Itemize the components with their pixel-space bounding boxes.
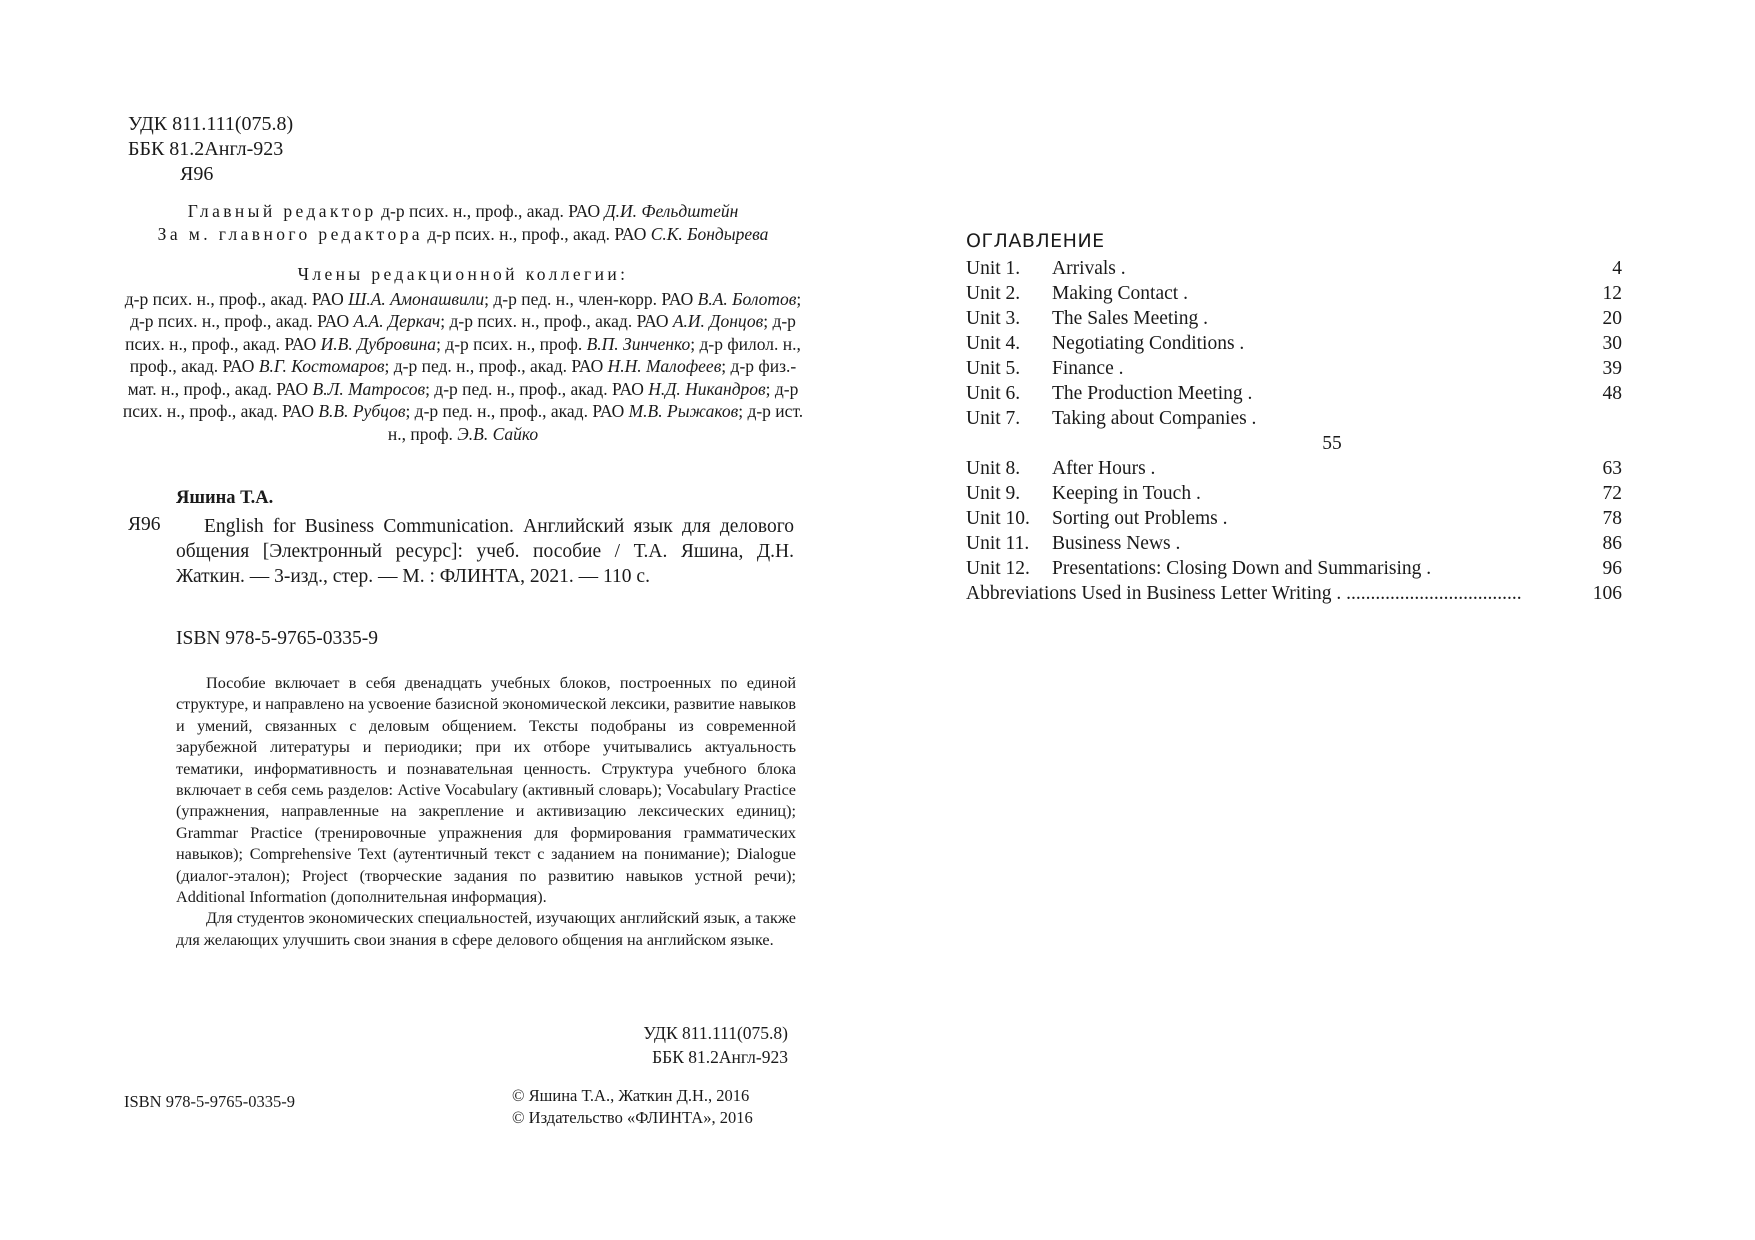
board-member-credentials: ; д-р псих. н., проф., акад. РАО <box>125 311 796 354</box>
toc-unit-title: The Production Meeting . <box>1052 383 1253 404</box>
toc-entry <box>966 381 1622 406</box>
toc-page-number: 106 <box>1592 583 1622 604</box>
toc-unit-title: Finance . <box>1052 358 1124 379</box>
toc-unit-title: After Hours . <box>1052 458 1156 479</box>
board-member-name: А.И. Донцов <box>672 311 764 331</box>
toc-entry <box>966 456 1622 481</box>
board-member-credentials: ; д-р псих. н., проф., акад. РАО <box>440 311 673 331</box>
udk-code-bottom: УДК 811.111(075.8) <box>643 1023 788 1043</box>
copyright-authors: © Яшина Т.А., Жаткин Д.Н., 2016 <box>512 1086 750 1105</box>
classification-codes-bottom <box>560 1022 788 1069</box>
toc-page-number: 96 <box>1602 558 1622 579</box>
bbk-code: ББК 81.2Англ-923 <box>128 138 284 160</box>
toc-unit-title: Keeping in Touch . <box>1052 483 1201 504</box>
toc-page-number: 86 <box>1602 533 1622 554</box>
board-member-credentials: ; д-р ист. н., проф. <box>387 401 804 444</box>
board-member-credentials: ; д-р псих. н., проф., акад. РАО <box>130 288 802 331</box>
toc-entry <box>966 331 1622 356</box>
toc-entry <box>966 356 1622 381</box>
board-member-credentials: ; д-р физ.-мат. н., проф., акад. РАО <box>127 356 797 399</box>
toc-entry <box>966 556 1622 581</box>
board-member-name: В.П. Зинченко <box>586 333 691 354</box>
toc-unit-number: Unit 1. <box>966 258 1021 279</box>
chief-editor-label: Главный редактор <box>187 201 377 221</box>
toc-entry <box>966 281 1622 306</box>
board-member-name: В.А. Болотов <box>697 288 797 309</box>
toc-unit-title: Negotiating Conditions . <box>1052 333 1245 354</box>
board-member-credentials: ; д-р пед. н., член-корр. РАО <box>484 288 698 309</box>
toc-unit-number: Unit 3. <box>966 308 1021 329</box>
board-member-credentials: ; д-р пед. н., проф., акад. РАО <box>405 401 629 421</box>
copyright-publisher: © Издательство «ФЛИНТА», 2016 <box>512 1108 753 1127</box>
bibliographic-text: English for Business Communication. Английский язык для делового общения [Электронный ресурс]: учеб. пособие / Т.А. Яшина, Д.Н. Жаткин. — 3-изд., стер. — М. : ФЛИНТА, 2021. — 110 с. <box>176 516 794 587</box>
annotation-paragraph: Для студентов экономических специальностей, изучающих английский язык, а также для желающих улучшить свои знания в сфере делового общения на английском языке. <box>176 909 796 949</box>
toc-unit-number: Unit 2. <box>966 283 1021 304</box>
toc-page-number: 55 <box>1322 433 1342 454</box>
toc-unit-number: Unit 10. <box>966 508 1030 529</box>
board-member-credentials: д-р псих. н., проф., акад. РАО <box>124 288 349 309</box>
toc-unit-title: Presentations: Closing Down and Summarising . <box>1052 558 1432 579</box>
board-member-name: Ш.А. Амонашвили <box>348 288 485 309</box>
toc-unit-title: The Sales Meeting . <box>1052 308 1208 329</box>
annotation <box>176 673 796 951</box>
contents-heading: ОГЛАВЛЕНИЕ <box>966 230 1105 252</box>
isbn: ISBN 978-5-9765-0335-9 <box>176 628 379 649</box>
deputy-editor-line <box>118 223 808 246</box>
catalog-code: Я96 <box>128 514 161 535</box>
toc-entry <box>966 306 1622 331</box>
toc-page-number: 48 <box>1602 383 1622 404</box>
toc-unit-number: Unit 4. <box>966 333 1021 354</box>
toc-unit-title: Making Contact . <box>1052 283 1188 304</box>
board-members <box>118 288 808 446</box>
udk-code: УДК 811.111(075.8) <box>128 113 294 135</box>
toc-page-number: 78 <box>1602 508 1622 529</box>
bibliographic-record <box>176 514 794 589</box>
board-member-name: Э.В. Сайко <box>457 423 539 444</box>
board-member-credentials: ; д-р филол. н., проф., акад. РАО <box>129 333 801 376</box>
board-member-name: А.А. Деркач <box>353 311 441 331</box>
board-member-credentials: ; д-р пед. н., проф., акад. РАО <box>384 356 608 376</box>
toc-unit-number: Unit 7. <box>966 408 1021 429</box>
classification-codes <box>128 112 293 187</box>
toc-unit-title: Taking about Companies . <box>1052 408 1257 429</box>
bbk-code-bottom: ББК 81.2Англ-923 <box>652 1046 788 1067</box>
toc-unit-title: Business News . <box>1052 533 1181 554</box>
board-member-credentials: ; д-р псих. н., проф. <box>436 333 587 354</box>
toc-entry <box>966 506 1622 531</box>
toc-page-number: 30 <box>1602 333 1622 354</box>
toc-appendix-title: Abbreviations Used in Business Letter Writing . .................................... <box>966 583 1522 604</box>
toc-unit-title: Sorting out Problems . <box>1052 508 1228 529</box>
toc-unit-number: Unit 5. <box>966 358 1021 379</box>
toc-entry <box>966 581 1622 606</box>
toc-page-number: 39 <box>1602 358 1622 379</box>
toc-unit-number: Unit 12. <box>966 558 1030 579</box>
toc-page-number: 4 <box>1612 258 1622 279</box>
toc-unit-number: Unit 9. <box>966 483 1021 504</box>
toc-unit-number: Unit 11. <box>966 533 1030 554</box>
editorial-board <box>118 200 808 445</box>
toc-unit-title: Arrivals . <box>1052 258 1126 279</box>
board-member-name: В.Г. Костомаров <box>258 356 385 376</box>
toc-unit-number: Unit 8. <box>966 458 1021 479</box>
table-of-contents <box>966 256 1622 606</box>
toc-entry <box>966 406 1622 431</box>
toc-page-number: 63 <box>1602 458 1622 479</box>
deputy-editor-degree: д-р псих. н., проф., акад. РАО <box>427 223 647 244</box>
toc-page-number: 12 <box>1602 283 1622 304</box>
board-member-name: Н.Д. Никандров <box>648 378 766 399</box>
copyright-block <box>512 1085 753 1129</box>
deputy-editor-name: С.К. Бондырева <box>650 223 769 244</box>
board-member-name: В.Л. Матросов <box>312 378 426 399</box>
board-member-name: В.В. Рубцов <box>318 401 406 421</box>
toc-unit-number: Unit 6. <box>966 383 1021 404</box>
author-mark: Я96 <box>180 163 214 185</box>
toc-page-number: 20 <box>1602 308 1622 329</box>
board-member-credentials: ; д-р псих. н., проф., акад. РАО <box>122 378 799 421</box>
chief-editor-name: Д.И. Фельдштейн <box>604 201 739 221</box>
chief-editor-line <box>118 200 808 223</box>
board-member-name: М.В. Рыжаков <box>628 401 739 421</box>
toc-page-number: 72 <box>1602 483 1622 504</box>
toc-entry <box>966 481 1622 506</box>
chief-editor-degree: д-р псих. н., проф., акад. РАО <box>381 201 601 221</box>
author-name: Яшина Т.А. <box>176 488 274 508</box>
board-member-credentials: ; д-р пед. н., проф., акад. РАО <box>425 378 649 399</box>
board-member-name: Н.Н. Малофеев <box>607 356 722 376</box>
toc-entry <box>966 256 1622 281</box>
board-member-name: И.В. Дубровина <box>320 333 437 354</box>
isbn-bottom: ISBN 978-5-9765-0335-9 <box>124 1092 295 1111</box>
deputy-editor-label: За м. главного редактора <box>157 223 423 244</box>
annotation-paragraph: Пособие включает в себя двенадцать учебных блоков, построенных по единой структуре, и направлено на усвоение базисной экономической лексики, развитие навыков и умений, связанных с деловым общением. Тексты подобраны из современной зарубежной литературы и периодики; при их отборе учитывались актуальность тематики, информативность и познавательная ценность. Структура учебного блока включает в себя семь разделов: Active Vocabulary (активный словарь); Vocabulary Practice (упражнения, направленные на закрепление и активизацию лексических единиц); Grammar Practice (тренировочные упражнения для формирования грамматических навыков); Comprehensive Text (аутентичный текст с заданием на понимание); Dialogue (диалог-эталон); Project (творческие задания по развитию навыков устной речи); Additional Information (дополнительная информация). <box>176 674 796 907</box>
toc-entry <box>966 531 1622 556</box>
board-title: Члены редакционной коллегии: <box>297 264 629 284</box>
